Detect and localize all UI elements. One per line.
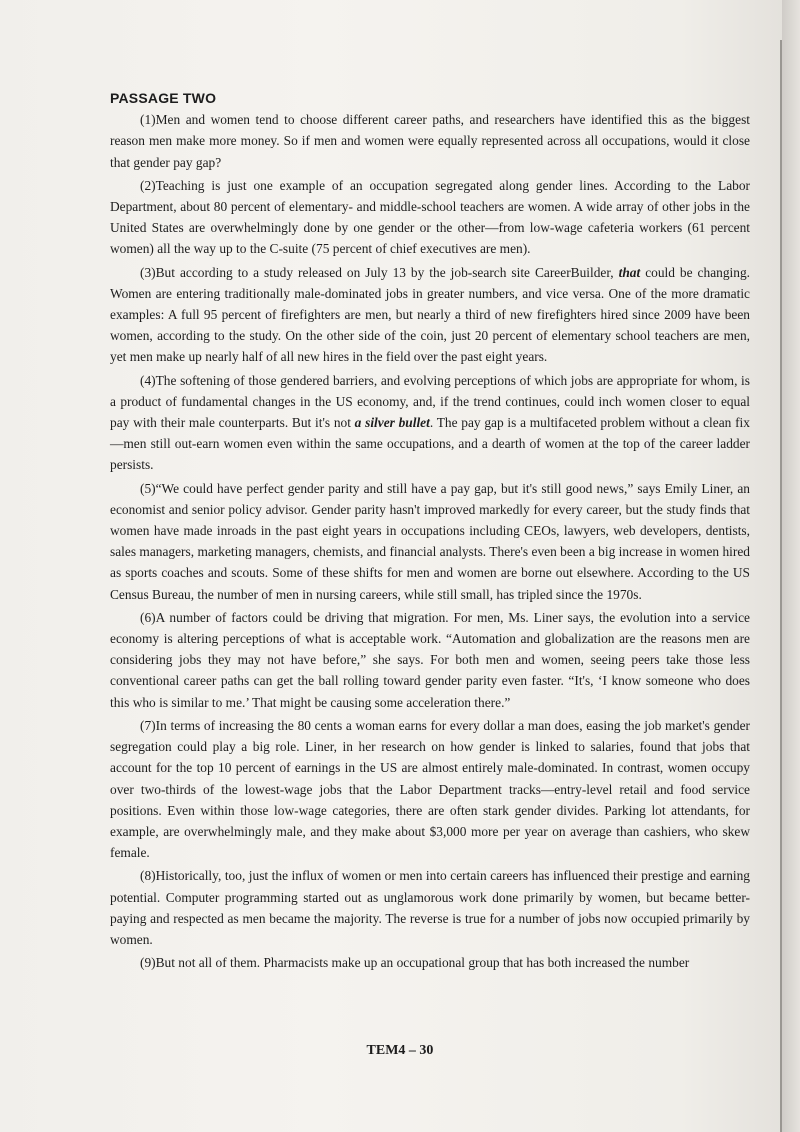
paragraph-text: (5)“We could have perfect gender parity and still have a pay gap, but it's still good news,” says Emily Liner, an economist and senior policy advisor. Gender parity hasn't improved markedly for every career, but the study finds that women have made inroads in the past eight years in occupations including CEOs, lawyers, web developers, dentists, sales managers, marketing managers, chemists, and financial analysts. There's even been a big increase in women hired as sports coaches and scouts. Some of these shifts for men and women are borne out elsewhere. According to the US Census Bureau, the number of men in nursing careers, while still small, has tripled since the 1970s. bbox=[110, 480, 750, 602]
paragraph-3 bbox=[110, 262, 750, 368]
paragraph-4 bbox=[110, 370, 750, 476]
paragraph-2 bbox=[110, 175, 750, 260]
paragraph-text: (7)In terms of increasing the 80 cents a woman earns for every dollar a man does, easing the job market's gender segregation could play a big role. Liner, in her research on how gender is linked to salaries, found that jobs that account for the top 10 percent of earnings in the US are almost entirely male-dominated. In contrast, women occupy over two-thirds of the lowest-wage jobs that the Labor Department tracks—entry-level retail and food service positions. Even within those low-wage categories, there are often stark gender divides. Parking lot attendants, for example, are overwhelmingly male, and they make about $3,000 more per year on average than cashiers, who skew female. bbox=[110, 717, 750, 861]
paragraph-text: (9)But not all of them. Pharmacists make up an occupational group that has both increased the number bbox=[140, 955, 690, 971]
paragraph-text: could be changing. Women are entering traditionally male-dominated jobs in greater numbers, and vice versa. One of the more dramatic examples: A full 95 percent of firefighters are men, but nearly a third of new firefighters hired since 2009 have been women, according to the study. On the other side of the coin, just 20 percent of elementary school teachers are men, yet men make up nearly half of all new hires in the field over the past eight years. bbox=[110, 264, 750, 365]
emphasized-phrase-silver-bullet: a silver bullet bbox=[354, 415, 430, 431]
paragraph-6 bbox=[110, 607, 750, 713]
paragraph-text: (6)A number of factors could be driving that migration. For men, Ms. Liner says, the evolution into a service economy is altering perceptions of what is acceptable work. “Automation and globalization are the reasons men are considering jobs they may not have before,” she says. For both men and women, seeing peers take those less conventional career paths can get the ball rolling toward gender parity even faster. “It's, ‘I know someone who does this who is similar to me.’ That might be causing some acceleration there.” bbox=[110, 609, 750, 710]
page-edge-shadow bbox=[782, 0, 800, 1132]
paragraph-1 bbox=[110, 109, 750, 173]
paragraph-text: (3)But according to a study released on July 13 by the job-search site CareerBuilder, bbox=[140, 264, 619, 280]
paragraph-8 bbox=[110, 865, 750, 950]
paragraph-text: (4)The softening of those gendered barriers, and evolving perceptions of which jobs are appropriate for whom, is a product of fundamental changes in the US economy, and, if the trend continues, could inch women closer to equal pay with their male counterparts. But it's not bbox=[110, 372, 750, 431]
passage-body bbox=[110, 88, 750, 975]
paragraph-5 bbox=[110, 478, 750, 605]
paragraph-text: . The pay gap is a multifaceted problem without a clean fix—men still out-earn women even within the same occupations, and a dearth of women at the top of the career ladder persists. bbox=[110, 415, 750, 473]
paragraph-7 bbox=[110, 715, 750, 863]
paragraph-9 bbox=[110, 952, 750, 973]
paragraph-text: (8)Historically, too, just the influx of women or men into certain careers has influenced their prestige and earning potential. Computer programming started out as unglamorous work done primarily by women, but became better-paying and respected as men became the majority. The reverse is true for a number of jobs now occupied primarily by women. bbox=[110, 868, 750, 947]
passage-heading: PASSAGE TWO bbox=[110, 90, 217, 106]
page-footer: TEM4 – 30 bbox=[366, 1043, 434, 1058]
paragraph-text: (1)Men and women tend to choose different career paths, and researchers have identified this as the biggest reason men make more money. So if men and women were equally represented across all occupations, would it close that gender pay gap? bbox=[110, 112, 750, 170]
paragraph-text: (2)Teaching is just one example of an occupation segregated along gender lines. According to the Labor Department, about 80 percent of elementary- and middle-school teachers are women. A wide array of other jobs in the United States are overwhelmingly done by one gender or the other—from low-wage cafeteria workers (61 percent women) all the way up to the C-suite (75 percent of chief executives are men). bbox=[110, 177, 750, 257]
emphasized-word-that: that bbox=[618, 264, 641, 280]
